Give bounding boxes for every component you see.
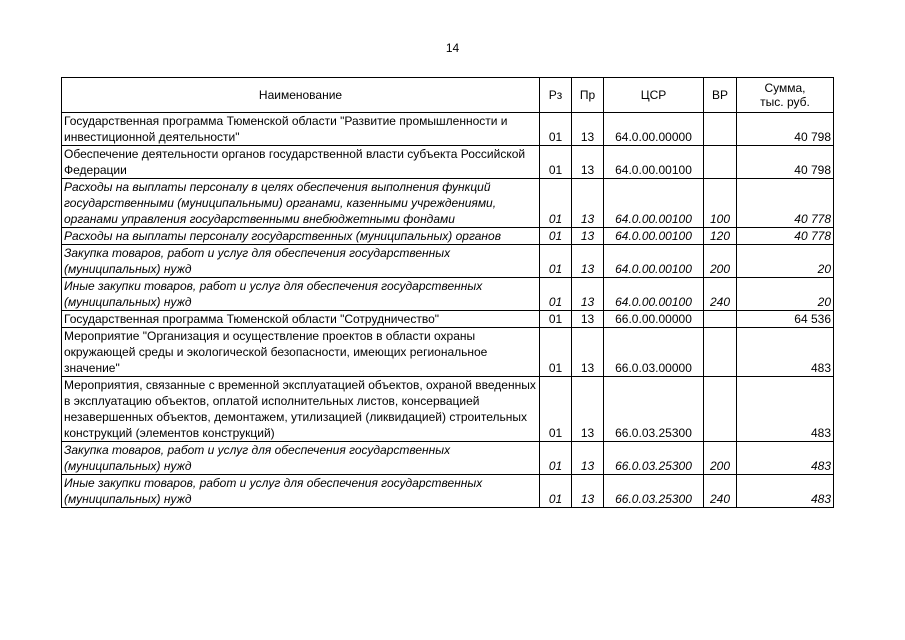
row-sum-cell: 40 778 bbox=[737, 179, 834, 228]
table-body bbox=[62, 113, 834, 508]
row-name-cell: Расходы на выплаты персоналу государственных (муниципальных) органов bbox=[62, 228, 540, 245]
table-row bbox=[62, 475, 834, 508]
row-pr-cell: 13 bbox=[572, 245, 604, 278]
row-name-cell: Иные закупки товаров, работ и услуг для обеспечения государственных (муниципальных) нужд bbox=[62, 278, 540, 311]
row-name-cell: Обеспечение деятельности органов государственной власти субъекта Российской Федерации bbox=[62, 146, 540, 179]
row-pr-cell: 13 bbox=[572, 228, 604, 245]
row-rz-cell: 01 bbox=[540, 179, 572, 228]
header-rz: Рз bbox=[540, 78, 572, 113]
row-vr-cell: 240 bbox=[704, 278, 737, 311]
table-row bbox=[62, 328, 834, 377]
table-row bbox=[62, 146, 834, 179]
row-sum-cell: 483 bbox=[737, 328, 834, 377]
row-name-cell: Государственная программа Тюменской области "Развитие промышленности и инвестиционной деятельности" bbox=[62, 113, 540, 146]
table-row bbox=[62, 311, 834, 328]
row-vr-cell bbox=[704, 113, 737, 146]
row-vr-cell: 120 bbox=[704, 228, 737, 245]
row-pr-cell: 13 bbox=[572, 278, 604, 311]
row-csr-cell: 64.0.00.00100 bbox=[604, 228, 704, 245]
row-name-cell: Расходы на выплаты персоналу в целях обеспечения выполнения функций государственными (муниципальными) органами, казенными учреждениями, органами управления государственными внебюджетными фондами bbox=[62, 179, 540, 228]
row-name-cell: Мероприятия, связанные с временной эксплуатацией объектов, охраной введенных в эксплуатацию объектов, оплатой исполнительных листов, консервацией незавершенных объектов, демонтажем, утилизацией (ликвидацией) строительных конструкций (элементов конструкций) bbox=[62, 377, 540, 442]
row-pr-cell: 13 bbox=[572, 146, 604, 179]
row-csr-cell: 66.0.03.00000 bbox=[604, 328, 704, 377]
row-vr-cell: 240 bbox=[704, 475, 737, 508]
header-row bbox=[62, 78, 834, 113]
row-rz-cell: 01 bbox=[540, 377, 572, 442]
table-row bbox=[62, 228, 834, 245]
row-sum-cell: 40 778 bbox=[737, 228, 834, 245]
row-pr-cell: 13 bbox=[572, 179, 604, 228]
row-csr-cell: 66.0.00.00000 bbox=[604, 311, 704, 328]
row-rz-cell: 01 bbox=[540, 146, 572, 179]
header-name: Наименование bbox=[62, 78, 540, 113]
header-sum bbox=[737, 78, 834, 113]
row-csr-cell: 64.0.00.00100 bbox=[604, 245, 704, 278]
header-pr: Пр bbox=[572, 78, 604, 113]
row-name-cell: Иные закупки товаров, работ и услуг для обеспечения государственных (муниципальных) нужд bbox=[62, 475, 540, 508]
row-rz-cell: 01 bbox=[540, 278, 572, 311]
row-pr-cell: 13 bbox=[572, 311, 604, 328]
row-csr-cell: 66.0.03.25300 bbox=[604, 475, 704, 508]
row-rz-cell: 01 bbox=[540, 442, 572, 475]
table-row bbox=[62, 377, 834, 442]
row-pr-cell: 13 bbox=[572, 113, 604, 146]
row-vr-cell: 200 bbox=[704, 245, 737, 278]
row-rz-cell: 01 bbox=[540, 228, 572, 245]
row-csr-cell: 66.0.03.25300 bbox=[604, 442, 704, 475]
row-sum-cell: 483 bbox=[737, 475, 834, 508]
row-vr-cell: 100 bbox=[704, 179, 737, 228]
row-pr-cell: 13 bbox=[572, 475, 604, 508]
page-number: 14 bbox=[445, 41, 460, 55]
row-pr-cell: 13 bbox=[572, 442, 604, 475]
header-vr: ВР bbox=[704, 78, 737, 113]
row-rz-cell: 01 bbox=[540, 328, 572, 377]
row-vr-cell bbox=[704, 146, 737, 179]
table-header bbox=[62, 78, 834, 113]
row-pr-cell: 13 bbox=[572, 377, 604, 442]
row-sum-cell: 20 bbox=[737, 245, 834, 278]
row-rz-cell: 01 bbox=[540, 113, 572, 146]
header-sum-line2: тыс. руб. bbox=[760, 95, 810, 109]
budget-table bbox=[61, 77, 834, 508]
row-sum-cell: 40 798 bbox=[737, 146, 834, 179]
table-row bbox=[62, 442, 834, 475]
row-name-cell: Закупка товаров, работ и услуг для обеспечения государственных (муниципальных) нужд bbox=[62, 442, 540, 475]
table-row bbox=[62, 245, 834, 278]
row-sum-cell: 40 798 bbox=[737, 113, 834, 146]
row-csr-cell: 64.0.00.00100 bbox=[604, 179, 704, 228]
row-vr-cell bbox=[704, 328, 737, 377]
header-csr: ЦСР bbox=[604, 78, 704, 113]
row-name-cell: Мероприятие "Организация и осуществление проектов в области охраны окружающей среды и экологической безопасности, имеющих региональное значение" bbox=[62, 328, 540, 377]
row-csr-cell: 64.0.00.00100 bbox=[604, 146, 704, 179]
row-rz-cell: 01 bbox=[540, 311, 572, 328]
row-name-cell: Государственная программа Тюменской области "Сотрудничество" bbox=[62, 311, 540, 328]
row-sum-cell: 483 bbox=[737, 377, 834, 442]
row-sum-cell: 483 bbox=[737, 442, 834, 475]
row-sum-cell: 64 536 bbox=[737, 311, 834, 328]
row-csr-cell: 64.0.00.00000 bbox=[604, 113, 704, 146]
table-row bbox=[62, 113, 834, 146]
row-vr-cell bbox=[704, 311, 737, 328]
row-vr-cell bbox=[704, 377, 737, 442]
row-csr-cell: 64.0.00.00100 bbox=[604, 278, 704, 311]
header-sum-line1: Сумма, bbox=[764, 81, 806, 95]
row-name-cell: Закупка товаров, работ и услуг для обеспечения государственных (муниципальных) нужд bbox=[62, 245, 540, 278]
row-csr-cell: 66.0.03.25300 bbox=[604, 377, 704, 442]
table-row bbox=[62, 179, 834, 228]
row-sum-cell: 20 bbox=[737, 278, 834, 311]
row-vr-cell: 200 bbox=[704, 442, 737, 475]
row-pr-cell: 13 bbox=[572, 328, 604, 377]
row-rz-cell: 01 bbox=[540, 475, 572, 508]
table-row bbox=[62, 278, 834, 311]
row-rz-cell: 01 bbox=[540, 245, 572, 278]
